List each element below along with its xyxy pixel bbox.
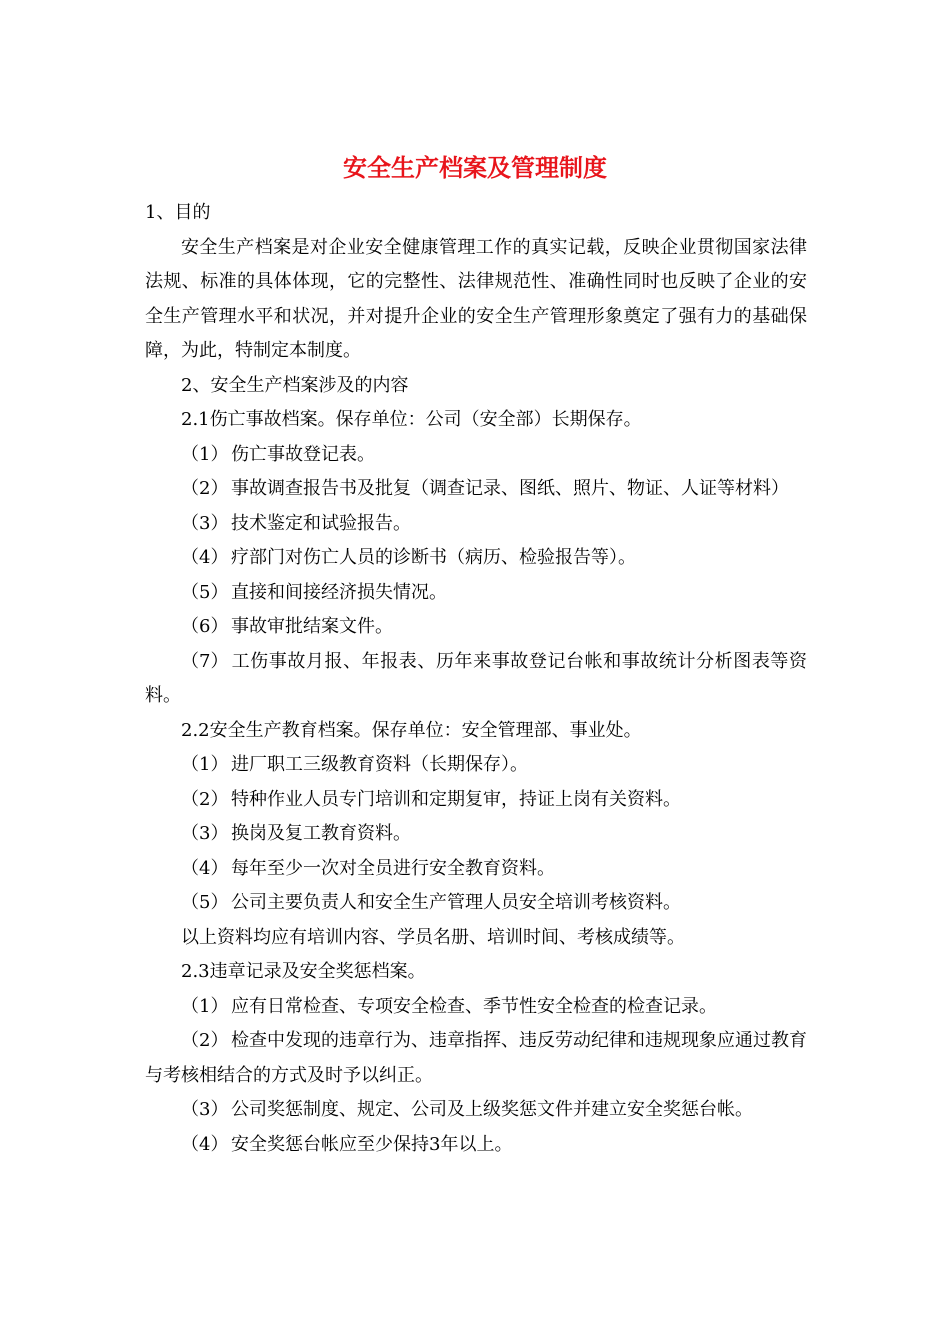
list-item-text: 直接和间接经济损失情况。 (231, 581, 447, 603)
paragraph: 以上资料均应有培训内容、学员名册、培训时间、考核成绩等。 (181, 926, 685, 948)
list-item-text: 特种作业人员专门培训和定期复审，持证上岗有关资料。 (231, 788, 681, 810)
list-item-number: （4） (181, 1133, 229, 1155)
list-item-number: （4） (181, 857, 229, 879)
list-item-number: （2） (181, 1030, 229, 1051)
list-item-number: （6） (181, 616, 229, 637)
paragraph: 1、目的 (145, 202, 211, 223)
list-item (145, 576, 807, 611)
list-item (145, 886, 807, 921)
list-item-text: 检查中发现的违章行为、违章指挥、违反劳动纪律和违规现象应通过教育与考核相结合的方式及时予以纠正。 (145, 1030, 807, 1086)
list-item-text: 疗部门对伤亡人员的诊断书（病历、检验报告等）。 (231, 547, 636, 568)
list-item (145, 438, 807, 473)
list-item-text: 工伤事故月报、年报表、历年来事故登记台帐和事故统计分析图表等资料。 (145, 650, 807, 706)
list-item-number: （3） (181, 1099, 229, 1120)
list-item-text: 技术鉴定和试验报告。 (231, 512, 411, 534)
list-item-text: 公司奖惩制度、规定、公司及上级奖惩文件并建立安全奖惩台帐。 (231, 1099, 753, 1120)
list-item (145, 748, 807, 783)
list-item-text: 事故调查报告书及批复（调查记录、图纸、照片、物证、人证等材料） (231, 478, 789, 499)
list-item (145, 783, 807, 818)
list-item-number: （3） (181, 823, 229, 844)
list-item-text: 安全奖惩台帐应至少保持3年以上。 (231, 1133, 513, 1155)
list-item-number: （3） (181, 512, 229, 534)
list-item-text: 进厂职工三级教育资料（长期保存）。 (231, 754, 528, 775)
section-heading: 2、安全生产档案涉及的内容 (181, 374, 409, 396)
list-item (145, 817, 807, 852)
list-item (145, 541, 807, 576)
list-item-number: （5） (181, 581, 229, 603)
subsection-heading: 2.1伤亡事故档案。保存单位：公司（安全部）长期保存。 (181, 409, 642, 430)
list-item-number: （1） (181, 995, 229, 1017)
document-title: 安全生产档案及管理制度 (343, 154, 607, 182)
list-item (145, 610, 807, 645)
list-item-number: （7） (181, 650, 229, 672)
list-item-number: （2） (181, 478, 229, 499)
list-item (145, 645, 807, 714)
subsection-heading: 2.2安全生产教育档案。保存单位：安全管理部、事业处。 (181, 719, 642, 741)
list-item (145, 507, 807, 542)
list-item (145, 1024, 807, 1093)
list-item-text: 应有日常检查、专项安全检查、季节性安全检查的检查记录。 (231, 995, 717, 1017)
document-body (145, 196, 807, 1162)
list-item (145, 472, 807, 507)
list-item (145, 1093, 807, 1128)
list-item-text: 伤亡事故登记表。 (231, 443, 375, 465)
list-item-number: （4） (181, 547, 229, 568)
list-item (145, 852, 807, 887)
list-item (145, 1128, 807, 1163)
list-item-text: 换岗及复工教育资料。 (231, 823, 411, 844)
list-item-number: （5） (181, 892, 229, 913)
subsection-heading: 2.3违章记录及安全奖惩档案。 (181, 961, 426, 982)
list-item-number: （1） (181, 443, 229, 465)
list-item-number: （1） (181, 754, 229, 775)
list-item-text: 公司主要负责人和安全生产管理人员安全培训考核资料。 (231, 892, 681, 913)
list-item-text: 每年至少一次对全员进行安全教育资料。 (231, 857, 555, 879)
list-item (145, 990, 807, 1025)
list-item-number: （2） (181, 788, 229, 810)
list-item-text: 事故审批结案文件。 (231, 616, 393, 637)
paragraph: 安全生产档案是对企业安全健康管理工作的真实记载，反映企业贯彻国家法律法规、标准的具体体现，它的完整性、法律规范性、准确性同时也反映了企业的安全生产管理水平和状况，并对提升企业的安全生产管理形象奠定了强有力的基础保障，为此，特制定本制度。 (145, 236, 807, 361)
